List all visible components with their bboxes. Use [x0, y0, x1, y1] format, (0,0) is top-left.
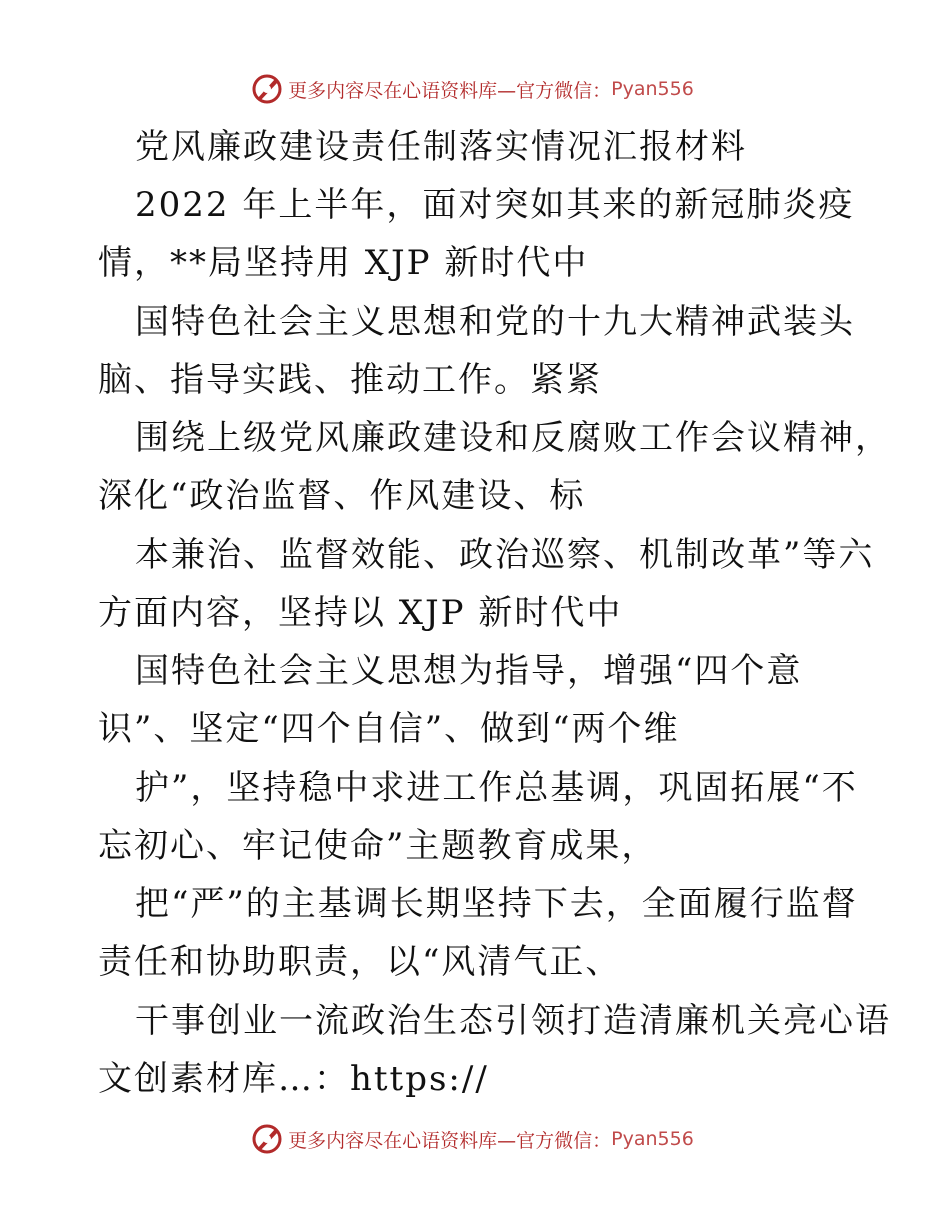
- paragraph-line: 深化“政治监督、作风建设、标: [98, 476, 586, 516]
- paragraph-line: 文创素材库…：https://: [98, 1059, 489, 1099]
- paragraph-line: 护”，坚持稳中求进工作总基调，巩固拓展“不: [135, 768, 858, 808]
- paragraph-line: 把“严”的主基调长期坚持下去，全面履行监督: [135, 884, 858, 924]
- paragraph-line: 国特色社会主义思想和党的十九大精神武装头: [135, 302, 855, 342]
- banner-text: 更多内容尽在心语资料库—官方微信：: [288, 79, 612, 102]
- banner-contact: Pyan556: [611, 78, 694, 100]
- pen-logo-icon: [250, 72, 284, 106]
- banner-text: 更多内容尽在心语资料库—官方微信：: [288, 1129, 612, 1152]
- paragraph-line: 忘初心、牢记使命”主题教育成果，: [98, 826, 658, 866]
- paragraph-line: 2022 年上半年，面对突如其来的新冠肺炎疫: [135, 185, 855, 225]
- document-title: 党风廉政建设责任制落实情况汇报材料: [135, 127, 747, 167]
- banner-contact: Pyan556: [611, 1128, 694, 1150]
- paragraph-line: 围绕上级党风廉政建设和反腐败工作会议精神，: [135, 418, 891, 458]
- paragraph-line: 情，**局坚持用 XJP 新时代中: [98, 243, 589, 283]
- paragraph-line: 国特色社会主义思想为指导，增强“四个意: [135, 651, 803, 691]
- paragraph-line: 脑、指导实践、推动工作。紧紧: [98, 360, 602, 400]
- paragraph-line: 责任和协助职责，以“风清气正、: [98, 942, 622, 982]
- paragraph-line: 方面内容，坚持以 XJP 新时代中: [98, 593, 623, 633]
- paragraph-line: 干事创业一流政治生态引领打造清廉机关亮心语: [135, 1001, 891, 1041]
- paragraph-line: 识”、坚定“四个自信”、做到“两个维: [98, 709, 680, 749]
- footer-watermark-banner: [0, 1122, 950, 1156]
- header-watermark-banner: [0, 72, 950, 106]
- paragraph-line: 本兼治、监督效能、政治巡察、机制改革”等六: [135, 535, 875, 575]
- pen-logo-icon: [250, 1122, 284, 1156]
